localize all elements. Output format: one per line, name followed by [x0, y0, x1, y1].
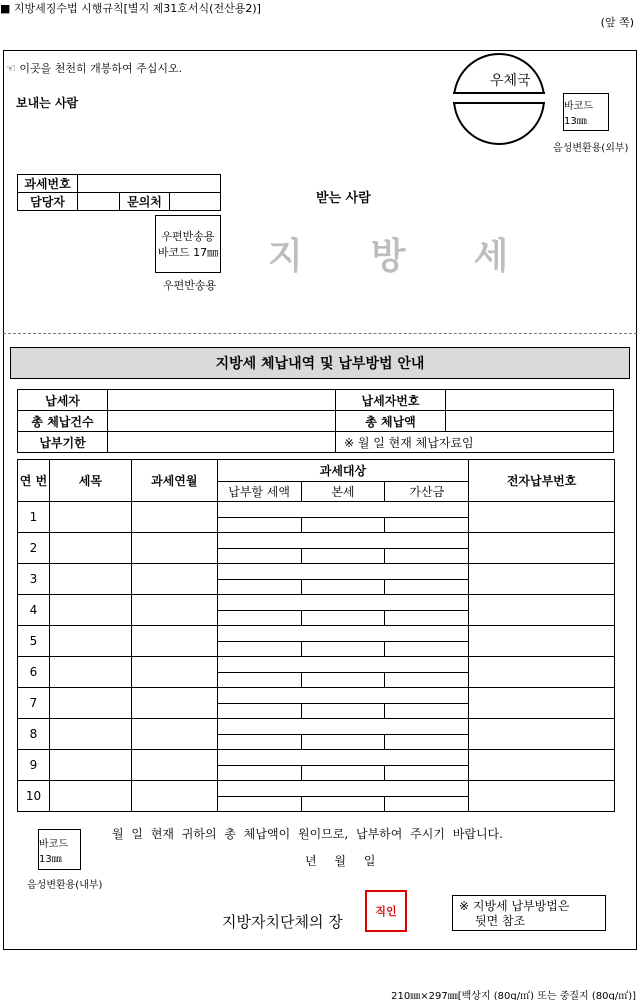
due-label: 납부기한 — [18, 432, 108, 453]
row-year — [131, 781, 217, 812]
row-principal — [301, 580, 385, 595]
row-target-cell — [217, 564, 469, 580]
total-count-value — [108, 411, 336, 432]
row-pay-amount — [217, 766, 301, 781]
row-item — [49, 688, 131, 719]
barcode-13-label: 바코드 13㎜ — [564, 101, 593, 127]
row-number: 3 — [18, 564, 50, 595]
row-penalty — [385, 704, 469, 719]
taxpayer-value — [108, 390, 336, 411]
row-number: 9 — [18, 750, 50, 781]
return-barcode-line2: 바코드 17㎜ — [157, 246, 219, 259]
officer-value — [78, 193, 120, 211]
tax-number-label: 과세번호 — [18, 175, 78, 193]
col-principal: 본세 — [301, 482, 385, 502]
notice-banner: 지방세 체납내역 및 납부방법 안내 — [10, 347, 630, 379]
payment-note-line1: ※ 지방세 납부방법은 — [459, 899, 570, 913]
row-number: 4 — [18, 595, 50, 626]
row-principal — [301, 642, 385, 657]
row-item — [49, 502, 131, 533]
row-penalty — [385, 797, 469, 812]
officer-label: 담당자 — [18, 193, 78, 211]
due-value — [108, 432, 336, 453]
form-title: ■ 지방세징수법 시행규칙[별지 제31호서식(전산용2)] — [0, 2, 261, 15]
footer-barcode-box — [38, 829, 81, 870]
row-number: 2 — [18, 533, 50, 564]
table-row — [18, 626, 615, 642]
payment-note-line2: 뒷면 참조 — [475, 914, 526, 928]
table-row — [18, 657, 615, 673]
row-item — [49, 719, 131, 750]
contact-label: 문의처 — [120, 193, 170, 211]
row-target-cell — [217, 688, 469, 704]
row-principal — [301, 673, 385, 688]
row-year — [131, 533, 217, 564]
total-count-label: 총 체납건수 — [18, 411, 108, 432]
row-target-cell — [217, 502, 469, 518]
return-barcode-box — [155, 215, 221, 273]
row-epay — [469, 688, 615, 719]
row-year — [131, 626, 217, 657]
tear-line — [3, 333, 637, 334]
row-principal — [301, 611, 385, 626]
taxpayer-number-value — [446, 390, 614, 411]
col-item: 세목 — [49, 460, 131, 502]
row-pay-amount — [217, 549, 301, 564]
row-epay — [469, 502, 615, 533]
col-epay: 전자납부번호 — [469, 460, 615, 502]
row-principal — [301, 518, 385, 533]
issuer-label: 지방자치단체의 장 — [222, 913, 343, 931]
row-item — [49, 750, 131, 781]
row-number: 5 — [18, 626, 50, 657]
row-pay-amount — [217, 673, 301, 688]
total-amount-label: 총 체납액 — [336, 411, 446, 432]
row-pay-amount — [217, 797, 301, 812]
row-year — [131, 719, 217, 750]
arrears-statement: 월 일 현재 귀하의 총 체납액이 원이므로, 납부하여 주시기 바랍니다. — [112, 827, 503, 841]
total-amount-value — [446, 411, 614, 432]
row-pay-amount — [217, 735, 301, 750]
row-pay-amount — [217, 704, 301, 719]
row-year — [131, 564, 217, 595]
table-row — [18, 564, 615, 580]
payment-note-box — [452, 895, 606, 931]
row-penalty — [385, 580, 469, 595]
row-item — [49, 781, 131, 812]
official-seal: 직인 — [365, 890, 407, 932]
row-target-cell — [217, 750, 469, 766]
row-target-cell — [217, 626, 469, 642]
row-penalty — [385, 673, 469, 688]
row-penalty — [385, 735, 469, 750]
row-penalty — [385, 766, 469, 781]
big-title: 지방세 — [268, 236, 577, 277]
row-epay — [469, 626, 615, 657]
row-year — [131, 502, 217, 533]
paper-spec: 210㎜×297㎜[백상지 (80g/㎡) 또는 중질지 (80g/㎡)] — [391, 991, 636, 1000]
date-line: 년 월 일 — [305, 854, 376, 868]
return-caption: 우편반송용 — [163, 279, 217, 292]
row-number: 6 — [18, 657, 50, 688]
row-number: 1 — [18, 502, 50, 533]
as-of-text: ※ 월 일 현재 체납자료임 — [336, 432, 614, 453]
row-item — [49, 657, 131, 688]
row-principal — [301, 704, 385, 719]
row-penalty — [385, 611, 469, 626]
postmark-label: 우체국 — [490, 73, 531, 89]
row-target-cell — [217, 781, 469, 797]
taxpayer-number-label: 납세자번호 — [336, 390, 446, 411]
row-pay-amount — [217, 580, 301, 595]
row-principal — [301, 797, 385, 812]
row-year — [131, 657, 217, 688]
row-year — [131, 750, 217, 781]
table-row — [18, 750, 615, 766]
row-epay — [469, 595, 615, 626]
footer-barcode-label: 바코드 13㎜ — [39, 838, 68, 865]
taxpayer-label: 납세자 — [18, 390, 108, 411]
row-number: 7 — [18, 688, 50, 719]
receiver-label: 받는 사람 — [316, 191, 371, 206]
row-principal — [301, 766, 385, 781]
row-epay — [469, 719, 615, 750]
row-target-cell — [217, 595, 469, 611]
barcode-voice-caption: 음성변환용(외부) — [553, 143, 629, 154]
row-epay — [469, 533, 615, 564]
tax-info-table — [17, 174, 221, 211]
table-row — [18, 533, 615, 549]
col-pay-amount: 납부할 세액 — [217, 482, 301, 502]
row-pay-amount — [217, 518, 301, 533]
table-row — [18, 502, 615, 518]
row-target-cell — [217, 533, 469, 549]
row-item — [49, 626, 131, 657]
open-instruction: ☜ 이곳을 천천히 개봉하여 주십시오. — [6, 62, 183, 75]
col-target: 과세대상 — [217, 460, 469, 482]
row-item — [49, 533, 131, 564]
col-year: 과세연월 — [131, 460, 217, 502]
footer-barcode-caption: 음성변환용(내부) — [27, 880, 103, 891]
table-row — [18, 595, 615, 611]
row-principal — [301, 549, 385, 564]
row-penalty — [385, 518, 469, 533]
row-item — [49, 595, 131, 626]
row-epay — [469, 657, 615, 688]
row-year — [131, 595, 217, 626]
row-target-cell — [217, 719, 469, 735]
barcode-13-box — [563, 93, 609, 131]
return-barcode-line1: 우편반송용 — [161, 230, 215, 243]
row-penalty — [385, 549, 469, 564]
row-target-cell — [217, 657, 469, 673]
row-principal — [301, 735, 385, 750]
row-epay — [469, 781, 615, 812]
row-epay — [469, 750, 615, 781]
contact-value — [170, 193, 221, 211]
row-pay-amount — [217, 611, 301, 626]
table-row — [18, 781, 615, 797]
tax-number-value — [78, 175, 221, 193]
page-side-label: (앞 쪽) — [600, 16, 634, 29]
row-penalty — [385, 642, 469, 657]
taxpayer-table — [17, 389, 614, 453]
table-row — [18, 719, 615, 735]
table-row — [18, 688, 615, 704]
row-number: 10 — [18, 781, 50, 812]
postmark-band — [453, 92, 545, 104]
row-epay — [469, 564, 615, 595]
row-number: 8 — [18, 719, 50, 750]
arrears-table — [17, 459, 615, 812]
col-penalty: 가산금 — [385, 482, 469, 502]
row-item — [49, 564, 131, 595]
sender-label: 보내는 사람 — [16, 96, 79, 110]
row-pay-amount — [217, 642, 301, 657]
row-year — [131, 688, 217, 719]
col-no: 연 번 — [18, 460, 50, 502]
